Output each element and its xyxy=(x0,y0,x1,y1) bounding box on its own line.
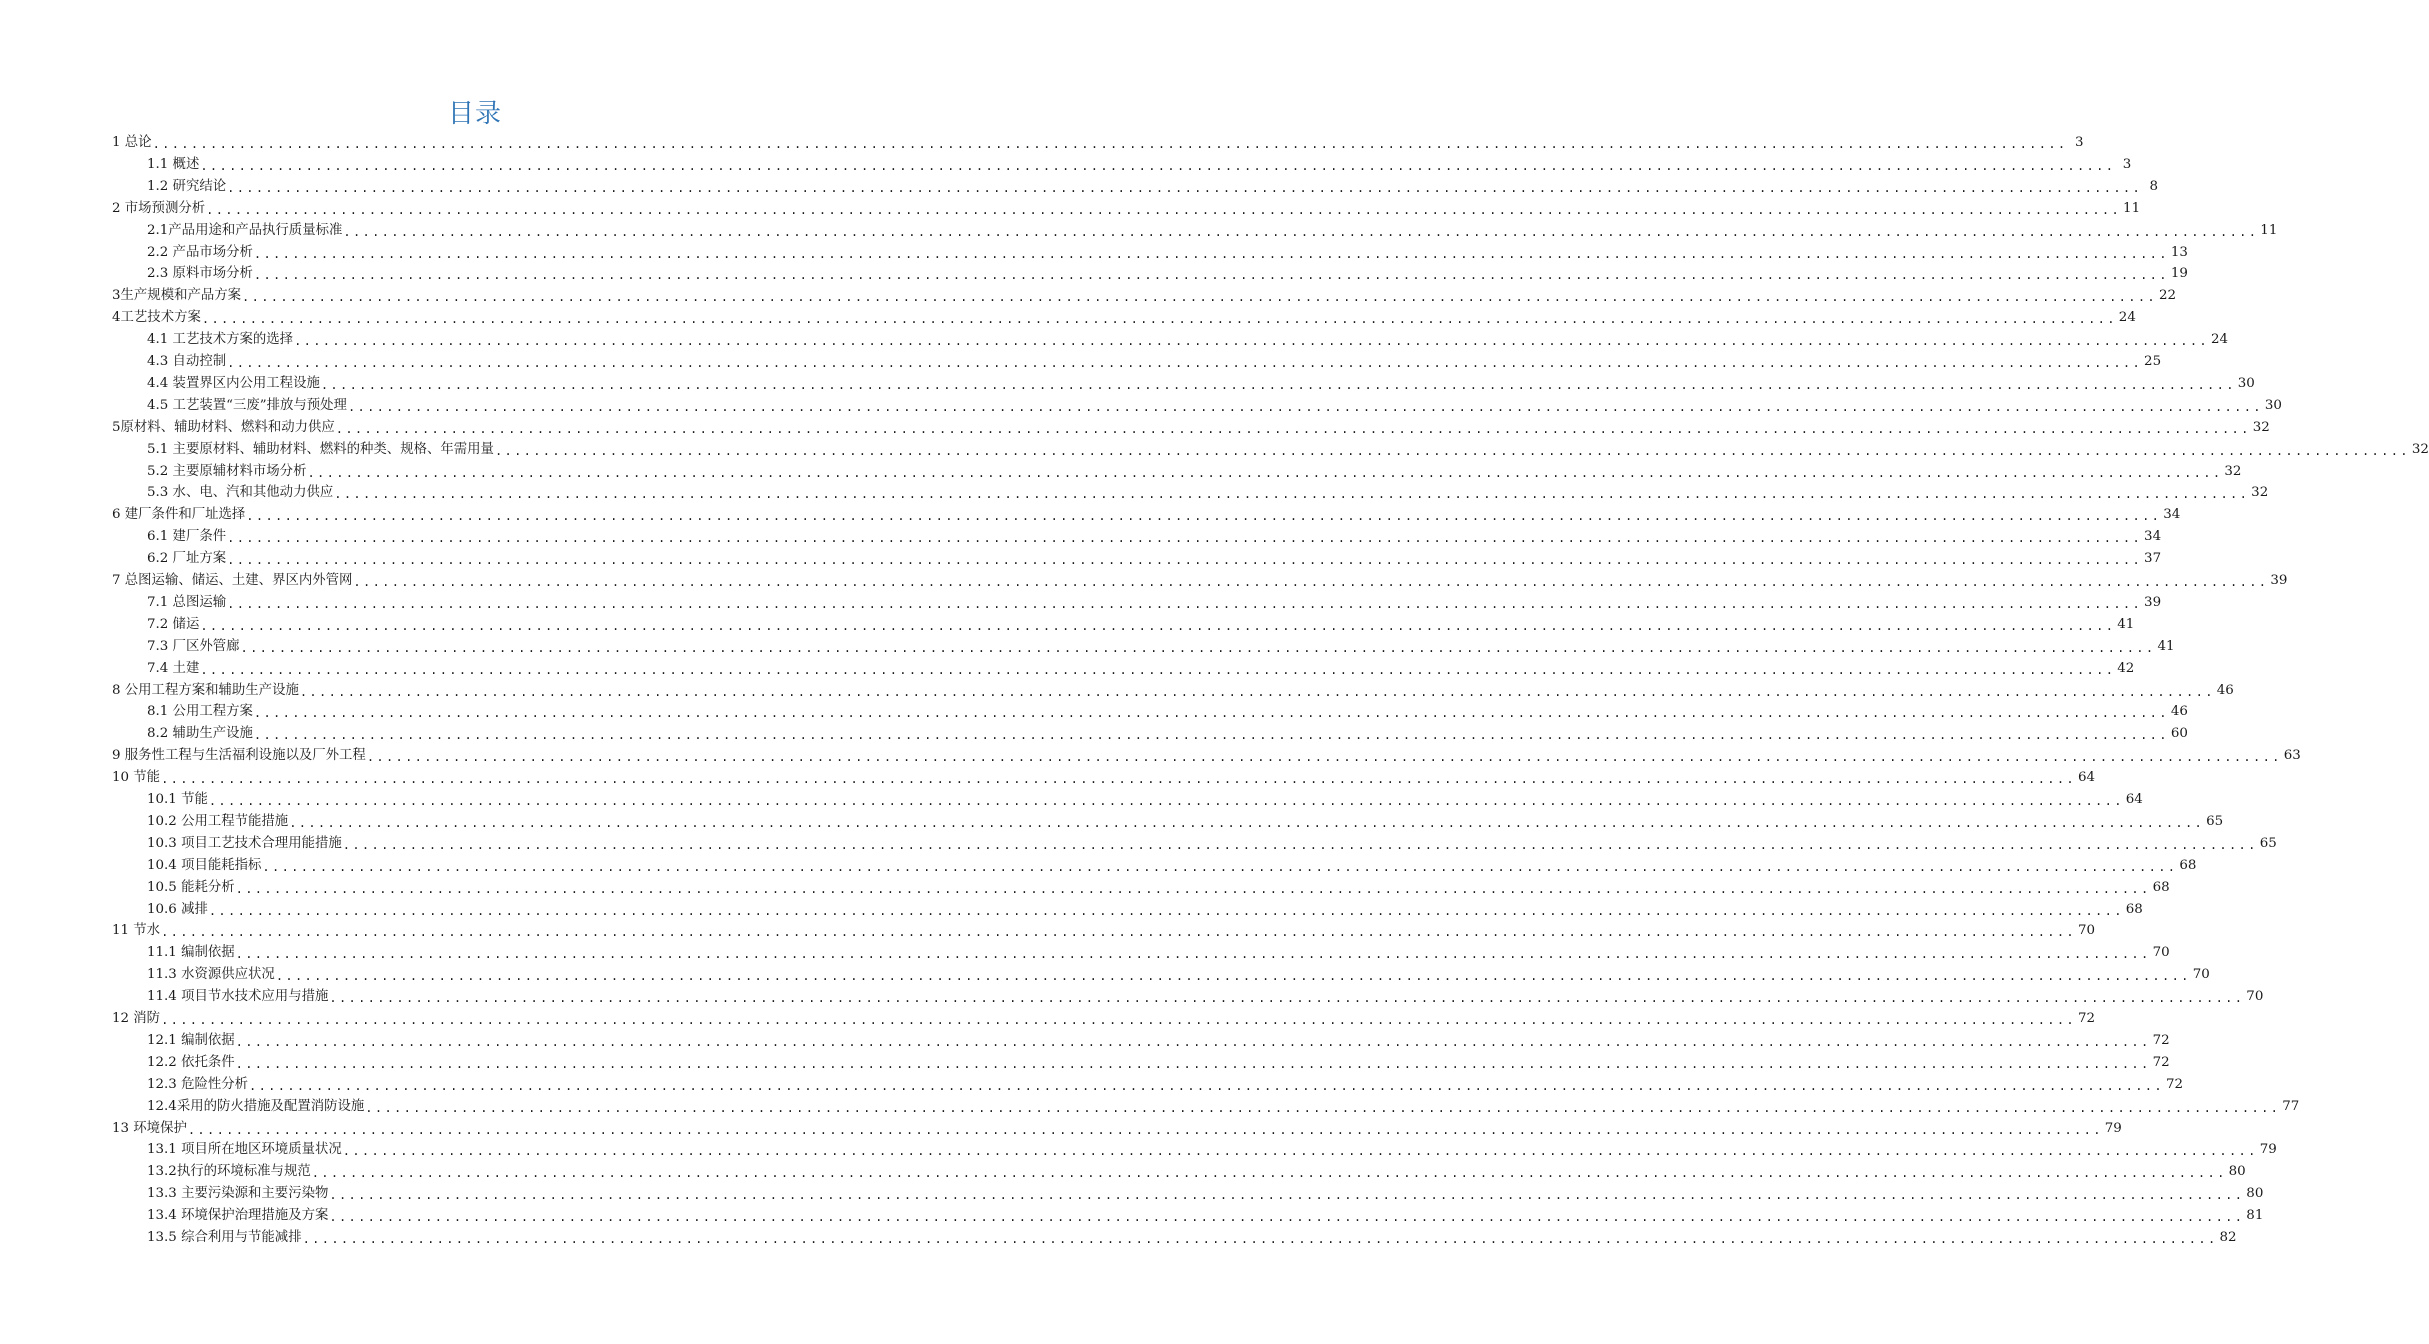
toc-page-number: 30 xyxy=(2237,375,2255,391)
toc-entry-text: 10.2 公用工程节能措施 xyxy=(147,813,289,829)
toc-entry-text: 13 环境保护 xyxy=(112,1120,187,1136)
toc-page-number: 11 xyxy=(2260,222,2278,238)
dot-leader: ........................................................................................................................................................................................................ xyxy=(235,1034,2151,1049)
toc-section-entry[interactable] xyxy=(147,440,2429,460)
dot-leader: ........................................................................................................................................................................................................ xyxy=(253,728,2169,743)
dot-leader: ........................................................................................................................................................................................................ xyxy=(262,859,2178,874)
toc-page-number: 3 xyxy=(2122,156,2132,172)
toc-entry-text: 1.2 研究结论 xyxy=(147,178,227,194)
toc-chapter-entry[interactable] xyxy=(112,768,2096,788)
toc-page-number: 22 xyxy=(2158,288,2177,304)
toc-title: 目录 xyxy=(447,99,502,129)
toc-chapter-entry[interactable] xyxy=(112,308,2136,328)
toc-entry-text: 4.5 工艺装置“三废”排放与预处理 xyxy=(147,397,347,413)
toc-page-number: 32 xyxy=(2224,463,2242,479)
toc-section-entry[interactable] xyxy=(147,900,2143,920)
toc-section-entry[interactable] xyxy=(147,1031,2170,1051)
dot-leader: ........................................................................................................................................................................................................ xyxy=(161,925,2076,940)
toc-page-number: 3 xyxy=(2074,135,2084,150)
toc-chapter-entry[interactable] xyxy=(112,571,2288,591)
toc-entry-text: 4.3 自动控制 xyxy=(147,354,227,369)
toc-page-number: 80 xyxy=(2228,1164,2246,1180)
toc-section-entry[interactable] xyxy=(147,593,2162,613)
toc-page-number: 65 xyxy=(2206,813,2224,829)
toc-section-entry[interactable] xyxy=(147,659,2135,679)
toc-page-number: 32 xyxy=(2411,441,2429,457)
dot-leader: ........................................................................................................................................................................................................ xyxy=(311,1166,2227,1181)
toc-page-number: 24 xyxy=(2211,332,2229,348)
toc-entry-text: 7 总图运输、储运、土建、界区内外管网 xyxy=(112,573,353,588)
toc-entry-text: 12 消防 xyxy=(112,1011,161,1026)
toc-page-number: 39 xyxy=(2144,594,2162,610)
toc-page-number: 19 xyxy=(2170,266,2188,282)
toc-section-entry[interactable] xyxy=(147,396,2282,416)
toc-page-number: 64 xyxy=(2125,792,2143,807)
toc-section-entry[interactable] xyxy=(147,374,2255,394)
toc-section-entry[interactable] xyxy=(147,549,2162,569)
toc-entry-text: 13.5 综合利用与节能减排 xyxy=(147,1230,302,1245)
toc-page-number: 68 xyxy=(2152,879,2170,895)
toc-page-number: 79 xyxy=(2259,1142,2277,1158)
dot-leader: ........................................................................................................................................................................................................ xyxy=(253,268,2169,283)
toc-entry-text: 8 公用工程方案和辅助生产设施 xyxy=(112,682,299,698)
toc-section-entry[interactable] xyxy=(147,987,2264,1007)
dot-leader: ........................................................................................................................................................................................................ xyxy=(302,1232,2218,1246)
dot-leader: ........................................................................................................................................................................................................ xyxy=(294,334,2209,349)
toc-page-number: 34 xyxy=(2163,507,2181,523)
toc-page-number: 32 xyxy=(2252,419,2270,435)
dot-leader: ........................................................................................................................................................................................................ xyxy=(329,991,2245,1006)
dot-leader: ........................................................................................................................................................................................................ xyxy=(200,158,2116,173)
toc-section-entry[interactable] xyxy=(147,221,2278,241)
dot-leader: ........................................................................................................................................................................................................ xyxy=(227,596,2143,611)
toc-chapter-entry[interactable] xyxy=(112,1119,2122,1139)
dot-leader: ........................................................................................................................................................................................................ xyxy=(235,947,2151,962)
toc-entry-text: 6.1 建厂条件 xyxy=(147,529,227,545)
toc-entry-text: 1 总论 xyxy=(112,135,152,150)
dot-leader: ........................................................................................................................................................................................................ xyxy=(187,1122,2103,1137)
toc-page-number: 41 xyxy=(2157,638,2175,654)
toc-entry-text: 5.3 水、电、汽和其他动力供应 xyxy=(147,485,334,501)
toc-section-entry[interactable] xyxy=(147,790,2143,810)
toc-section-entry[interactable] xyxy=(147,856,2197,876)
toc-page-number: 37 xyxy=(2144,551,2162,567)
dot-leader: ........................................................................................................................................................................................................ xyxy=(227,553,2143,568)
dot-leader: ........................................................................................................................................................................................................ xyxy=(161,772,2076,787)
dot-leader: ........................................................................................................................................................................................................ xyxy=(353,575,2269,589)
toc-section-entry[interactable] xyxy=(147,943,2170,963)
dot-leader: ........................................................................................................................................................................................................ xyxy=(307,465,2223,480)
toc-page-number: 68 xyxy=(2179,857,2197,873)
toc-section-entry[interactable] xyxy=(147,264,2188,284)
dot-leader: ........................................................................................................................................................................................................ xyxy=(329,1210,2245,1225)
toc-page-number: 60 xyxy=(2170,726,2188,742)
toc-chapter-entry[interactable] xyxy=(112,505,2181,525)
toc-page-number: 24 xyxy=(2118,310,2136,326)
toc-entry-text: 12.2 依托条件 xyxy=(147,1054,235,1070)
toc-entry-text: 8.1 公用工程方案 xyxy=(147,704,253,720)
toc-entry-text: 11.3 水资源供应状况 xyxy=(147,967,275,983)
toc-entry-text: 9 服务性工程与生活福利设施以及厂外工程 xyxy=(112,748,366,764)
toc-section-entry[interactable] xyxy=(147,527,2162,547)
toc-entry-text: 2.3 原料市场分析 xyxy=(147,266,253,282)
dot-leader: ........................................................................................................................................................................................................ xyxy=(334,487,2250,502)
toc-page-number: 39 xyxy=(2270,573,2288,588)
toc-entry-text: 4.1 工艺技术方案的选择 xyxy=(147,332,294,348)
toc-page-number: 70 xyxy=(2246,989,2264,1005)
dot-leader: ........................................................................................................................................................................................................ xyxy=(365,1100,2281,1115)
toc-chapter-entry[interactable] xyxy=(112,286,2177,306)
toc-section-entry[interactable] xyxy=(147,1097,2300,1117)
toc-page-number: 81 xyxy=(2246,1208,2264,1224)
toc-page-number: 65 xyxy=(2259,835,2277,851)
toc-page-number: 82 xyxy=(2219,1230,2237,1245)
toc-page-number: 79 xyxy=(2104,1120,2122,1136)
toc-section-entry[interactable] xyxy=(147,1162,2246,1182)
dot-leader: ........................................................................................................................................................................................................ xyxy=(253,246,2169,261)
toc-entry-text: 12.3 危险性分析 xyxy=(147,1076,249,1092)
toc-section-entry[interactable] xyxy=(147,834,2277,854)
dot-leader: ........................................................................................................................................................................................................ xyxy=(347,399,2263,414)
toc-page-number: 70 xyxy=(2152,945,2170,961)
dot-leader: ........................................................................................................................................................................................................ xyxy=(200,662,2116,677)
toc-entry-text: 4工艺技术方案 xyxy=(112,310,201,326)
toc-section-entry[interactable] xyxy=(147,878,2170,898)
dot-leader: ........................................................................................................................................................................................................ xyxy=(246,509,2162,524)
toc-section-entry[interactable] xyxy=(147,330,2229,350)
toc-entry-text: 13.2执行的环境标准与规范 xyxy=(147,1164,311,1180)
toc-entry-text: 7.4 土建 xyxy=(147,660,200,676)
toc-chapter-entry[interactable] xyxy=(112,133,2084,153)
dot-leader: ........................................................................................................................................................................................................ xyxy=(152,137,2068,151)
toc-entry-text: 12.4采用的防火措施及配置消防设施 xyxy=(147,1098,365,1114)
toc-section-entry[interactable] xyxy=(147,702,2188,722)
dot-leader: ........................................................................................................................................................................................................ xyxy=(343,224,2259,239)
toc-entry-text: 3生产规模和产品方案 xyxy=(112,288,242,304)
toc-page-number: 64 xyxy=(2078,770,2096,786)
dot-leader: ........................................................................................................................................................................................................ xyxy=(242,290,2157,305)
dot-leader: ........................................................................................................................................................................................................ xyxy=(201,312,2117,327)
toc-entry-text: 13.4 环境保护治理措施及方案 xyxy=(147,1208,329,1224)
toc-entry-text: 7.2 储运 xyxy=(147,616,200,632)
dot-leader: ........................................................................................................................................................................................................ xyxy=(208,903,2124,918)
toc-entry-text: 13.3 主要污染源和主要污染物 xyxy=(147,1186,329,1202)
toc-entry-text: 10.4 项目能耗指标 xyxy=(147,857,262,873)
toc-section-entry[interactable] xyxy=(147,615,2135,635)
toc-entry-text: 10.5 能耗分析 xyxy=(147,879,235,895)
toc-section-entry[interactable] xyxy=(147,1053,2170,1073)
toc-chapter-entry[interactable] xyxy=(112,681,2234,701)
dot-leader: ........................................................................................................................................................................................................ xyxy=(208,794,2124,808)
toc-page-number: 70 xyxy=(2078,923,2096,939)
toc-page-number: 72 xyxy=(2152,1054,2170,1070)
dot-leader: ........................................................................................................................................................................................................ xyxy=(335,421,2251,436)
dot-leader: ........................................................................................................................................................................................................ xyxy=(494,443,2410,458)
toc-entry-text: 2 市场预测分析 xyxy=(112,200,206,216)
dot-leader: ........................................................................................................................................................................................................ xyxy=(342,837,2258,852)
dot-leader: ........................................................................................................................................................................................................ xyxy=(235,881,2151,896)
toc-chapter-entry[interactable] xyxy=(112,1009,2096,1029)
dot-leader: ........................................................................................................................................................................................................ xyxy=(249,1078,2164,1093)
toc-section-entry[interactable] xyxy=(147,1075,2183,1095)
toc-page-number: 34 xyxy=(2144,529,2162,545)
dot-leader: ........................................................................................................................................................................................................ xyxy=(235,1056,2151,1071)
toc-chapter-entry[interactable] xyxy=(112,418,2270,438)
toc-section-entry[interactable] xyxy=(147,1228,2237,1248)
toc-section-entry[interactable] xyxy=(147,965,2210,985)
dot-leader: ........................................................................................................................................................................................................ xyxy=(227,356,2143,370)
dot-leader: ........................................................................................................................................................................................................ xyxy=(227,180,2143,195)
toc-entry-text: 1.1 概述 xyxy=(147,156,200,172)
toc-page-number: 32 xyxy=(2251,485,2269,501)
toc-section-entry[interactable] xyxy=(147,483,2269,503)
dot-leader: ........................................................................................................................................................................................................ xyxy=(329,1188,2245,1203)
toc-entry-text: 5.2 主要原辅材料市场分析 xyxy=(147,463,307,479)
dot-leader: ........................................................................................................................................................................................................ xyxy=(342,1144,2258,1159)
toc-section-entry[interactable] xyxy=(147,155,2132,175)
toc-page-number: 8 xyxy=(2149,178,2159,194)
toc-page-number: 11 xyxy=(2123,200,2141,216)
toc-entry-text: 7.3 厂区外管廊 xyxy=(147,638,240,654)
dot-leader: ........................................................................................................................................................................................................ xyxy=(161,1013,2076,1027)
toc-entry-text: 10.1 节能 xyxy=(147,792,208,807)
toc-entry-text: 10.6 减排 xyxy=(147,901,208,917)
toc-entry-text: 2.2 产品市场分析 xyxy=(147,244,253,260)
toc-page-number: 30 xyxy=(2264,397,2282,413)
toc-entry-text: 11.4 项目节水技术应用与措施 xyxy=(147,989,329,1005)
dot-leader: ........................................................................................................................................................................................................ xyxy=(299,684,2215,699)
toc-page-number: 41 xyxy=(2117,616,2135,632)
dot-leader: ........................................................................................................................................................................................................ xyxy=(320,377,2236,392)
toc-entry-text: 8.2 辅助生产设施 xyxy=(147,726,253,742)
toc-entry-text: 11.1 编制依据 xyxy=(147,945,235,961)
toc-page-number: 42 xyxy=(2117,660,2135,676)
toc-section-entry[interactable] xyxy=(147,1184,2264,1204)
dot-leader: ........................................................................................................................................................................................................ xyxy=(200,618,2116,633)
toc-section-entry[interactable] xyxy=(147,1140,2277,1160)
toc-page-number: 72 xyxy=(2152,1032,2170,1048)
toc-section-entry[interactable] xyxy=(147,637,2175,657)
toc-section-entry[interactable] xyxy=(147,724,2188,744)
toc-page-number: 80 xyxy=(2246,1186,2264,1202)
toc-entry-text: 10.3 项目工艺技术合理用能措施 xyxy=(147,835,342,851)
toc-page-number: 63 xyxy=(2283,748,2301,764)
toc-page-number: 77 xyxy=(2282,1098,2300,1114)
toc-page-number: 46 xyxy=(2216,682,2234,698)
dot-leader: ........................................................................................................................................................................................................ xyxy=(206,202,2122,217)
toc-page-number: 72 xyxy=(2165,1076,2183,1092)
toc-section-entry[interactable] xyxy=(147,462,2242,482)
toc-entry-text: 5.1 主要原材料、辅助材料、燃料的种类、规格、年需用量 xyxy=(147,441,494,457)
toc-entry-text: 4.4 装置界区内公用工程设施 xyxy=(147,375,320,391)
toc-entry-text: 6 建厂条件和厂址选择 xyxy=(112,507,246,523)
dot-leader: ........................................................................................................................................................................................................ xyxy=(240,640,2156,655)
toc-page-number: 25 xyxy=(2144,354,2162,369)
toc-page-number: 70 xyxy=(2192,967,2210,983)
toc-section-entry[interactable] xyxy=(147,812,2224,832)
toc-entry-text: 6.2 厂址方案 xyxy=(147,551,227,567)
dot-leader: ........................................................................................................................................................................................................ xyxy=(366,750,2282,765)
toc-entry-text: 12.1 编制依据 xyxy=(147,1032,235,1048)
toc-entry-text: 10 节能 xyxy=(112,770,161,786)
dot-leader: ........................................................................................................................................................................................................ xyxy=(275,969,2191,984)
toc-page-number: 68 xyxy=(2125,901,2143,917)
toc-entry-text: 2.1产品用途和产品执行质量标准 xyxy=(147,222,343,238)
dot-leader: ........................................................................................................................................................................................................ xyxy=(253,706,2169,721)
toc-chapter-entry[interactable] xyxy=(112,199,2141,219)
toc-chapter-entry[interactable] xyxy=(112,921,2096,941)
toc-section-entry[interactable] xyxy=(147,352,2162,372)
toc-entry-text: 7.1 总图运输 xyxy=(147,594,227,610)
toc-entry-text: 13.1 项目所在地区环境质量状况 xyxy=(147,1142,342,1158)
dot-leader: ........................................................................................................................................................................................................ xyxy=(227,531,2143,546)
toc-page-number: 46 xyxy=(2170,704,2188,720)
toc-chapter-entry[interactable] xyxy=(112,746,2301,766)
toc-section-entry[interactable] xyxy=(147,243,2188,263)
toc-entry-text: 5原材料、辅助材料、燃料和动力供应 xyxy=(112,419,335,435)
toc-entry-text: 11 节水 xyxy=(112,923,161,939)
toc-section-entry[interactable] xyxy=(147,177,2159,197)
dot-leader: ........................................................................................................................................................................................................ xyxy=(289,815,2205,830)
toc-page-number: 72 xyxy=(2078,1011,2096,1026)
toc-section-entry[interactable] xyxy=(147,1206,2264,1226)
toc-page-number: 13 xyxy=(2170,244,2188,260)
